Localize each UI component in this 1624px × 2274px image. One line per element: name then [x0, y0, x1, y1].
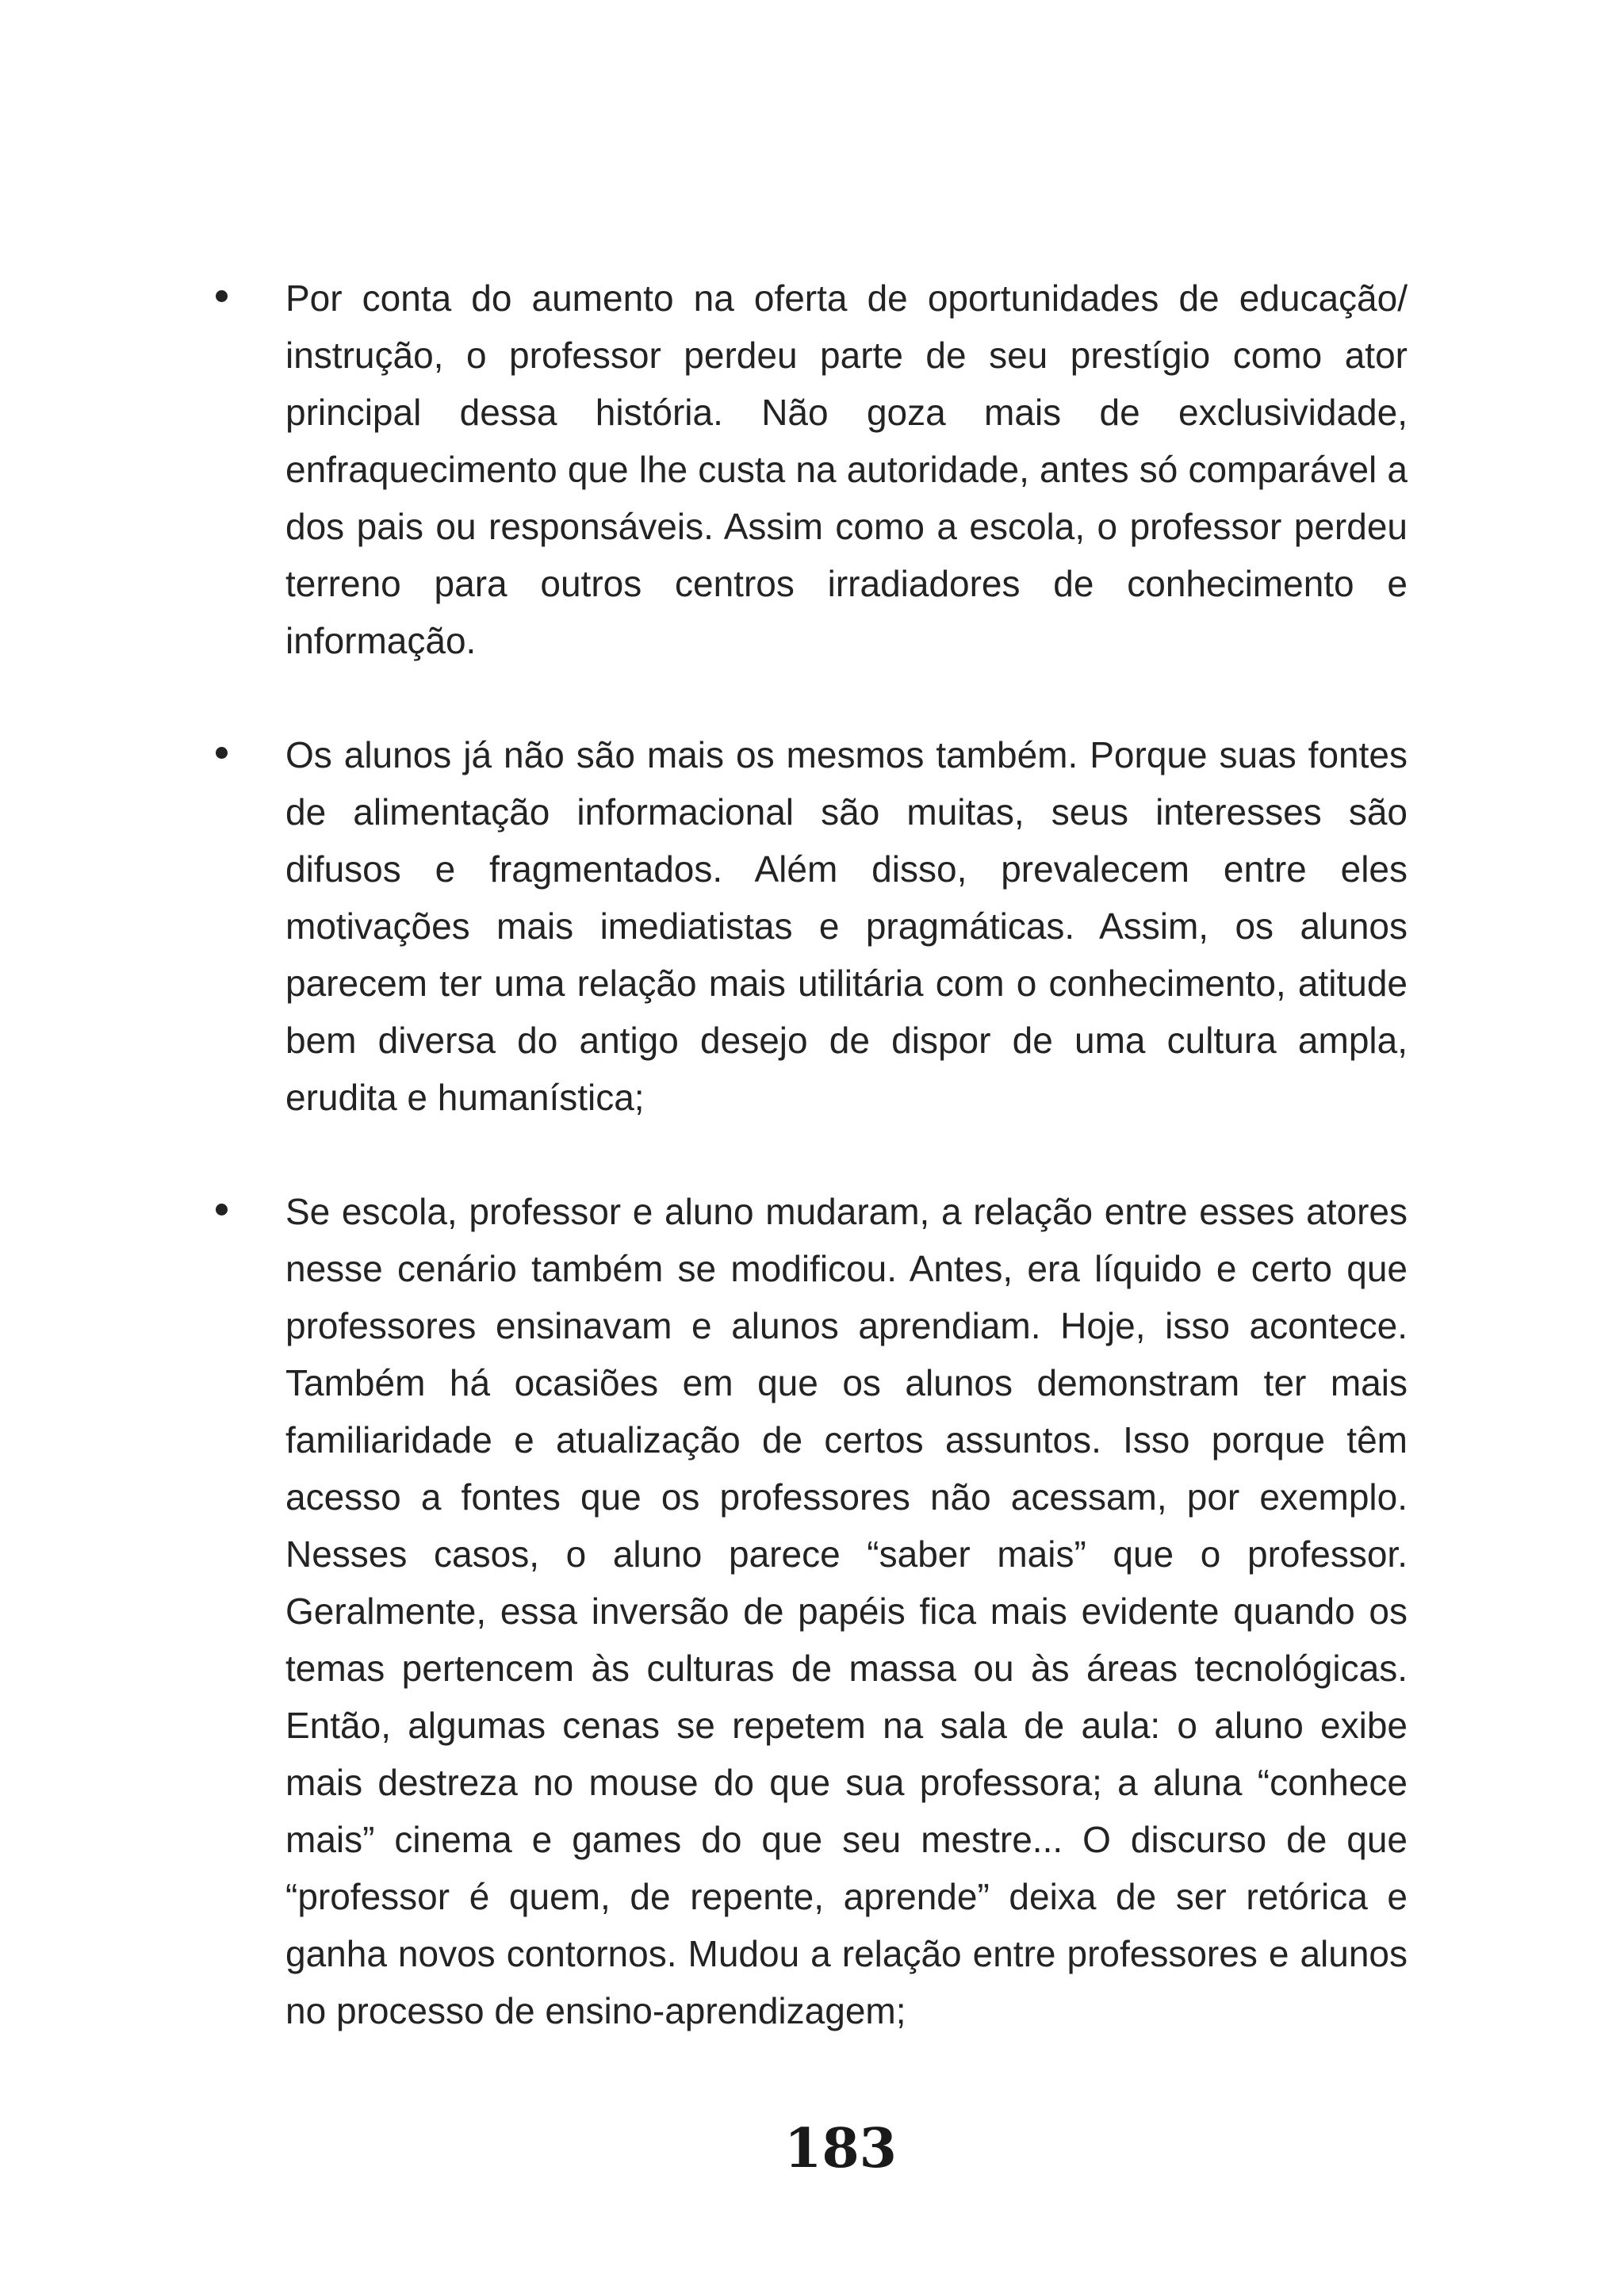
- list-item: [214, 270, 1408, 669]
- paragraph-text: Os alunos já não são mais os mesmos também. Porque suas fontes de alimentação informacional são muitas, seus interesses são difusos e fragmentados. Além disso, prevalecem entre eles motivações mais imediatistas e pragmáticas. Assim, os alunos parecem ter uma relação mais utilitária com o conhecimento, atitude bem diversa do antigo desejo de dispor de uma cultura ampla, erudita e humanística;: [285, 734, 1408, 1118]
- bullet-list: [214, 270, 1408, 2096]
- paragraph-text: Por conta do aumento na oferta de oportunidades de educação/ instrução, o professor perdeu parte de seu prestígio como ator principal dessa história. Não goza mais de exclusividade, enfraquecimento que lhe custa na autoridade, antes só comparável a dos pais ou responsáveis. Assim como a escola, o professor perdeu terreno para outros centros irradiadores de conhecimento e informação.: [285, 278, 1408, 661]
- paragraph-text: Se escola, professor e aluno mudaram, a relação entre esses atores nesse cenário também se modificou. Antes, era líquido e certo que professores ensinavam e alunos aprendiam. Hoje, isso acontece. Também há ocasiões em que os alunos demonstram ter mais familiaridade e atualização de certos assuntos. Isso porque têm acesso a fontes que os professores não acessam, por exemplo. Nesses casos, o aluno parece “saber mais” que o professor. Geralmente, essa inversão de papéis fica mais evidente quando os temas pertencem às culturas de massa ou às áreas tecnológicas. Então, algumas cenas se repetem na sala de aula: o aluno exibe mais destreza no mouse do que sua professora; a aluna “conhece mais” cinema e games do que seu mestre... O discurso de que “professor é quem, de repente, aprende” deixa de ser retórica e ganha novos contornos. Mudou a relação entre professores e alunos no processo de ensino-aprendizagem;: [285, 1191, 1408, 2031]
- bullet-dot-icon: [216, 1204, 228, 1215]
- page-number: 183: [784, 2117, 897, 2180]
- list-item: [214, 726, 1408, 1126]
- bullet-dot-icon: [216, 747, 228, 759]
- bullet-dot-icon: [216, 290, 228, 302]
- list-item: [214, 1183, 1408, 2039]
